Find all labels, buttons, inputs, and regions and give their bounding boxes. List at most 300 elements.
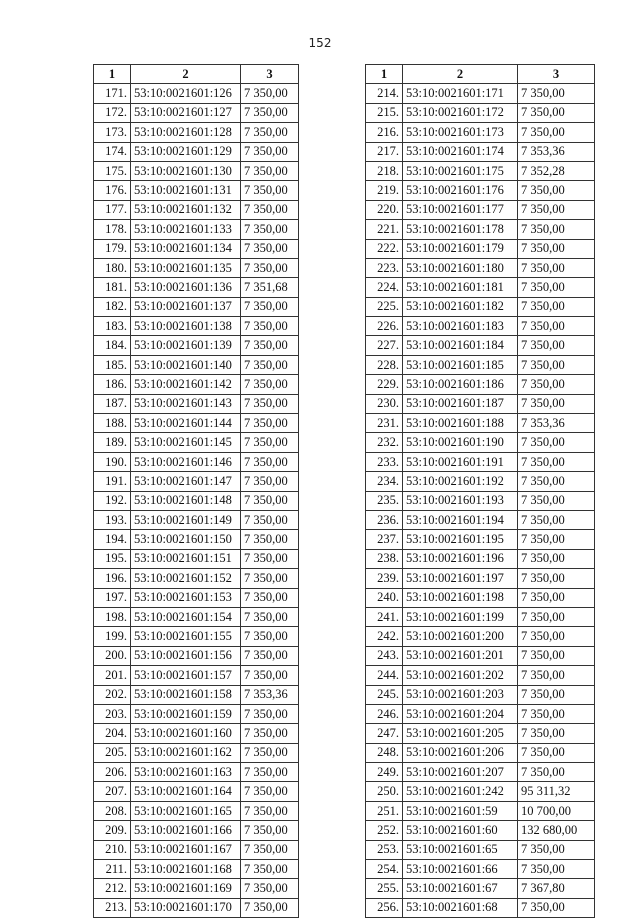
column-header-value: 3 xyxy=(518,65,595,84)
row-number-cell: 209. xyxy=(94,821,131,840)
table-row xyxy=(94,278,299,297)
row-number-cell: 224. xyxy=(366,278,403,297)
value-cell: 7 350,00 xyxy=(241,743,299,762)
cadastral-number-cell: 53:10:0021601:144 xyxy=(131,414,241,433)
table-row xyxy=(94,472,299,491)
value-cell: 7 350,00 xyxy=(518,530,595,549)
column-header-number: 1 xyxy=(94,65,131,84)
row-number-cell: 251. xyxy=(366,801,403,820)
cadastral-number-cell: 53:10:0021601:201 xyxy=(403,646,518,665)
cadastral-number-cell: 53:10:0021601:178 xyxy=(403,220,518,239)
table-row xyxy=(94,297,299,316)
table-header-row xyxy=(94,65,299,84)
cadastral-number-cell: 53:10:0021601:156 xyxy=(131,646,241,665)
cadastral-number-cell: 53:10:0021601:171 xyxy=(403,84,518,103)
table-row xyxy=(366,375,595,394)
cadastral-number-cell: 53:10:0021601:145 xyxy=(131,433,241,452)
cadastral-number-cell: 53:10:0021601:147 xyxy=(131,472,241,491)
value-cell: 7 350,00 xyxy=(518,84,595,103)
row-number-cell: 227. xyxy=(366,336,403,355)
cadastral-number-cell: 53:10:0021601:134 xyxy=(131,239,241,258)
value-cell: 7 350,00 xyxy=(518,200,595,219)
row-number-cell: 173. xyxy=(94,123,131,142)
value-cell: 7 350,00 xyxy=(241,627,299,646)
table-row xyxy=(94,743,299,762)
row-number-cell: 216. xyxy=(366,123,403,142)
cadastral-number-cell: 53:10:0021601:182 xyxy=(403,297,518,316)
value-cell: 7 350,00 xyxy=(241,821,299,840)
cadastral-number-cell: 53:10:0021601:190 xyxy=(403,433,518,452)
row-number-cell: 254. xyxy=(366,860,403,879)
table-row xyxy=(94,375,299,394)
value-cell: 7 350,00 xyxy=(518,840,595,859)
column-header-cadastral: 2 xyxy=(403,65,518,84)
value-cell: 7 350,00 xyxy=(241,161,299,180)
row-number-cell: 190. xyxy=(94,452,131,471)
row-number-cell: 234. xyxy=(366,472,403,491)
value-cell: 7 350,00 xyxy=(241,569,299,588)
value-cell: 7 350,00 xyxy=(518,220,595,239)
row-number-cell: 191. xyxy=(94,472,131,491)
cadastral-number-cell: 53:10:0021601:150 xyxy=(131,530,241,549)
table-row xyxy=(366,782,595,801)
value-cell: 7 350,00 xyxy=(241,646,299,665)
cadastral-number-cell: 53:10:0021601:185 xyxy=(403,355,518,374)
row-number-cell: 187. xyxy=(94,394,131,413)
table-row xyxy=(366,297,595,316)
row-number-cell: 219. xyxy=(366,181,403,200)
cadastral-number-cell: 53:10:0021601:175 xyxy=(403,161,518,180)
table-row xyxy=(366,801,595,820)
value-cell: 7 350,00 xyxy=(241,491,299,510)
row-number-cell: 240. xyxy=(366,588,403,607)
value-cell: 7 350,00 xyxy=(241,123,299,142)
value-cell: 7 353,36 xyxy=(518,142,595,161)
row-number-cell: 238. xyxy=(366,549,403,568)
table-row xyxy=(366,549,595,568)
value-cell: 7 350,00 xyxy=(241,782,299,801)
value-cell: 7 350,00 xyxy=(518,181,595,200)
row-number-cell: 242. xyxy=(366,627,403,646)
table-row xyxy=(94,433,299,452)
left-table-body xyxy=(94,84,299,918)
table-row xyxy=(366,200,595,219)
value-cell: 132 680,00 xyxy=(518,821,595,840)
row-number-cell: 255. xyxy=(366,879,403,898)
table-row xyxy=(94,530,299,549)
row-number-cell: 186. xyxy=(94,375,131,394)
cadastral-number-cell: 53:10:0021601:126 xyxy=(131,84,241,103)
row-number-cell: 212. xyxy=(94,879,131,898)
row-number-cell: 204. xyxy=(94,724,131,743)
table-row xyxy=(94,588,299,607)
cadastral-number-cell: 53:10:0021601:205 xyxy=(403,724,518,743)
cadastral-number-cell: 53:10:0021601:164 xyxy=(131,782,241,801)
value-cell: 7 350,00 xyxy=(518,336,595,355)
row-number-cell: 250. xyxy=(366,782,403,801)
cadastral-number-cell: 53:10:0021601:172 xyxy=(403,103,518,122)
cadastral-number-cell: 53:10:0021601:136 xyxy=(131,278,241,297)
row-number-cell: 235. xyxy=(366,491,403,510)
cadastral-number-cell: 53:10:0021601:148 xyxy=(131,491,241,510)
row-number-cell: 198. xyxy=(94,607,131,626)
table-row xyxy=(366,181,595,200)
cadastral-number-cell: 53:10:0021601:202 xyxy=(403,666,518,685)
cadastral-number-cell: 53:10:0021601:131 xyxy=(131,181,241,200)
cadastral-number-cell: 53:10:0021601:59 xyxy=(403,801,518,820)
cadastral-number-cell: 53:10:0021601:159 xyxy=(131,704,241,723)
table-row xyxy=(94,763,299,782)
cadastral-number-cell: 53:10:0021601:177 xyxy=(403,200,518,219)
row-number-cell: 217. xyxy=(366,142,403,161)
value-cell: 7 350,00 xyxy=(241,297,299,316)
row-number-cell: 245. xyxy=(366,685,403,704)
row-number-cell: 182. xyxy=(94,297,131,316)
row-number-cell: 236. xyxy=(366,510,403,529)
table-row xyxy=(366,258,595,277)
row-number-cell: 178. xyxy=(94,220,131,239)
value-cell: 7 350,00 xyxy=(518,743,595,762)
table-row xyxy=(366,414,595,433)
row-number-cell: 214. xyxy=(366,84,403,103)
row-number-cell: 196. xyxy=(94,569,131,588)
row-number-cell: 231. xyxy=(366,414,403,433)
row-number-cell: 220. xyxy=(366,200,403,219)
value-cell: 7 350,00 xyxy=(518,763,595,782)
row-number-cell: 199. xyxy=(94,627,131,646)
value-cell: 7 350,00 xyxy=(518,607,595,626)
table-row xyxy=(94,724,299,743)
value-cell: 7 350,00 xyxy=(518,588,595,607)
table-row xyxy=(366,278,595,297)
cadastral-number-cell: 53:10:0021601:186 xyxy=(403,375,518,394)
table-row xyxy=(366,588,595,607)
value-cell: 7 350,00 xyxy=(241,530,299,549)
row-number-cell: 233. xyxy=(366,452,403,471)
cadastral-number-cell: 53:10:0021601:67 xyxy=(403,879,518,898)
row-number-cell: 188. xyxy=(94,414,131,433)
table-row xyxy=(366,239,595,258)
row-number-cell: 177. xyxy=(94,200,131,219)
cadastral-number-cell: 53:10:0021601:192 xyxy=(403,472,518,491)
table-row xyxy=(94,84,299,103)
row-number-cell: 246. xyxy=(366,704,403,723)
table-row xyxy=(94,491,299,510)
row-number-cell: 192. xyxy=(94,491,131,510)
value-cell: 7 350,00 xyxy=(241,84,299,103)
row-number-cell: 253. xyxy=(366,840,403,859)
value-cell: 7 350,00 xyxy=(518,646,595,665)
value-cell: 7 350,00 xyxy=(241,394,299,413)
table-row xyxy=(366,452,595,471)
row-number-cell: 179. xyxy=(94,239,131,258)
cadastral-number-cell: 53:10:0021601:195 xyxy=(403,530,518,549)
row-number-cell: 243. xyxy=(366,646,403,665)
table-row xyxy=(94,704,299,723)
value-cell: 7 350,00 xyxy=(518,297,595,316)
page-number: 152 xyxy=(308,36,332,50)
table-row xyxy=(366,569,595,588)
cadastral-number-cell: 53:10:0021601:166 xyxy=(131,821,241,840)
row-number-cell: 256. xyxy=(366,898,403,917)
column-header-number: 1 xyxy=(366,65,403,84)
cadastral-number-cell: 53:10:0021601:180 xyxy=(403,258,518,277)
cadastral-number-cell: 53:10:0021601:151 xyxy=(131,549,241,568)
cadastral-number-cell: 53:10:0021601:68 xyxy=(403,898,518,917)
cadastral-number-cell: 53:10:0021601:168 xyxy=(131,860,241,879)
table-header-row xyxy=(366,65,595,84)
value-cell: 7 350,00 xyxy=(518,394,595,413)
row-number-cell: 183. xyxy=(94,317,131,336)
value-cell: 7 350,00 xyxy=(241,549,299,568)
table-row xyxy=(366,317,595,336)
row-number-cell: 244. xyxy=(366,666,403,685)
value-cell: 7 350,00 xyxy=(518,549,595,568)
value-cell: 7 350,00 xyxy=(518,258,595,277)
cadastral-number-cell: 53:10:0021601:176 xyxy=(403,181,518,200)
cadastral-number-cell: 53:10:0021601:153 xyxy=(131,588,241,607)
cadastral-number-cell: 53:10:0021601:132 xyxy=(131,200,241,219)
cadastral-number-cell: 53:10:0021601:155 xyxy=(131,627,241,646)
table-row xyxy=(366,394,595,413)
value-cell: 7 367,80 xyxy=(518,879,595,898)
table-row xyxy=(366,103,595,122)
row-number-cell: 185. xyxy=(94,355,131,374)
value-cell: 7 350,00 xyxy=(241,879,299,898)
row-number-cell: 221. xyxy=(366,220,403,239)
value-cell: 7 350,00 xyxy=(241,142,299,161)
table-row xyxy=(94,123,299,142)
cadastral-number-cell: 53:10:0021601:65 xyxy=(403,840,518,859)
table-row xyxy=(94,666,299,685)
cadastral-number-cell: 53:10:0021601:146 xyxy=(131,452,241,471)
row-number-cell: 232. xyxy=(366,433,403,452)
row-number-cell: 239. xyxy=(366,569,403,588)
value-cell: 7 350,00 xyxy=(518,123,595,142)
table-row xyxy=(366,142,595,161)
value-cell: 7 350,00 xyxy=(241,452,299,471)
cadastral-number-cell: 53:10:0021601:170 xyxy=(131,898,241,917)
table-row xyxy=(366,821,595,840)
row-number-cell: 189. xyxy=(94,433,131,452)
row-number-cell: 172. xyxy=(94,103,131,122)
value-cell: 7 350,00 xyxy=(518,685,595,704)
table-row xyxy=(94,627,299,646)
cadastral-number-cell: 53:10:0021601:142 xyxy=(131,375,241,394)
row-number-cell: 208. xyxy=(94,801,131,820)
row-number-cell: 226. xyxy=(366,317,403,336)
table-row xyxy=(94,821,299,840)
value-cell: 7 350,00 xyxy=(241,258,299,277)
table-row xyxy=(94,200,299,219)
table-row xyxy=(366,433,595,452)
row-number-cell: 205. xyxy=(94,743,131,762)
value-cell: 7 350,00 xyxy=(241,666,299,685)
cadastral-number-cell: 53:10:0021601:204 xyxy=(403,704,518,723)
cadastral-number-cell: 53:10:0021601:179 xyxy=(403,239,518,258)
cadastral-number-cell: 53:10:0021601:193 xyxy=(403,491,518,510)
value-cell: 7 353,36 xyxy=(241,685,299,704)
value-cell: 7 350,00 xyxy=(241,414,299,433)
table-row xyxy=(94,355,299,374)
value-cell: 7 350,00 xyxy=(518,704,595,723)
table-row xyxy=(366,355,595,374)
table-row xyxy=(366,491,595,510)
value-cell: 7 350,00 xyxy=(518,103,595,122)
table-row xyxy=(366,530,595,549)
row-number-cell: 184. xyxy=(94,336,131,355)
value-cell: 7 350,00 xyxy=(518,491,595,510)
table-row xyxy=(94,879,299,898)
cadastral-number-cell: 53:10:0021601:128 xyxy=(131,123,241,142)
value-cell: 7 350,00 xyxy=(241,510,299,529)
value-cell: 7 350,00 xyxy=(518,375,595,394)
value-cell: 7 350,00 xyxy=(518,627,595,646)
table-row xyxy=(94,840,299,859)
table-row xyxy=(366,336,595,355)
value-cell: 7 350,00 xyxy=(241,355,299,374)
value-cell: 7 353,36 xyxy=(518,414,595,433)
row-number-cell: 203. xyxy=(94,704,131,723)
value-cell: 7 350,00 xyxy=(241,317,299,336)
cadastral-number-cell: 53:10:0021601:149 xyxy=(131,510,241,529)
value-cell: 7 350,00 xyxy=(241,433,299,452)
row-number-cell: 237. xyxy=(366,530,403,549)
value-cell: 7 350,00 xyxy=(241,801,299,820)
row-number-cell: 225. xyxy=(366,297,403,316)
table-row xyxy=(94,801,299,820)
table-row xyxy=(366,666,595,685)
cadastral-number-cell: 53:10:0021601:162 xyxy=(131,743,241,762)
table-row xyxy=(94,860,299,879)
table-row xyxy=(94,452,299,471)
cadastral-number-cell: 53:10:0021601:207 xyxy=(403,763,518,782)
row-number-cell: 215. xyxy=(366,103,403,122)
row-number-cell: 223. xyxy=(366,258,403,277)
table-row xyxy=(366,510,595,529)
cadastral-number-cell: 53:10:0021601:198 xyxy=(403,588,518,607)
cadastral-number-cell: 53:10:0021601:154 xyxy=(131,607,241,626)
row-number-cell: 193. xyxy=(94,510,131,529)
row-number-cell: 211. xyxy=(94,860,131,879)
cadastral-number-cell: 53:10:0021601:157 xyxy=(131,666,241,685)
table-row xyxy=(94,103,299,122)
cadastral-number-cell: 53:10:0021601:133 xyxy=(131,220,241,239)
cadastral-number-cell: 53:10:0021601:163 xyxy=(131,763,241,782)
value-cell: 7 350,00 xyxy=(241,840,299,859)
cadastral-number-cell: 53:10:0021601:181 xyxy=(403,278,518,297)
value-cell: 7 351,68 xyxy=(241,278,299,297)
table-row xyxy=(94,394,299,413)
value-cell: 7 350,00 xyxy=(241,607,299,626)
value-cell: 7 350,00 xyxy=(518,724,595,743)
row-number-cell: 195. xyxy=(94,549,131,568)
right-registry-table xyxy=(365,64,595,918)
cadastral-number-cell: 53:10:0021601:167 xyxy=(131,840,241,859)
cadastral-number-cell: 53:10:0021601:160 xyxy=(131,724,241,743)
value-cell: 7 350,00 xyxy=(518,472,595,491)
row-number-cell: 213. xyxy=(94,898,131,917)
value-cell: 7 350,00 xyxy=(241,724,299,743)
value-cell: 7 350,00 xyxy=(241,336,299,355)
cadastral-number-cell: 53:10:0021601:139 xyxy=(131,336,241,355)
value-cell: 7 350,00 xyxy=(241,763,299,782)
left-registry-table xyxy=(93,64,299,918)
value-cell: 7 350,00 xyxy=(518,433,595,452)
table-row xyxy=(366,704,595,723)
cadastral-number-cell: 53:10:0021601:158 xyxy=(131,685,241,704)
row-number-cell: 181. xyxy=(94,278,131,297)
cadastral-number-cell: 53:10:0021601:129 xyxy=(131,142,241,161)
table-row xyxy=(94,510,299,529)
table-row xyxy=(366,860,595,879)
table-row xyxy=(366,607,595,626)
row-number-cell: 197. xyxy=(94,588,131,607)
row-number-cell: 249. xyxy=(366,763,403,782)
cadastral-number-cell: 53:10:0021601:203 xyxy=(403,685,518,704)
row-number-cell: 228. xyxy=(366,355,403,374)
value-cell: 7 350,00 xyxy=(241,220,299,239)
cadastral-number-cell: 53:10:0021601:137 xyxy=(131,297,241,316)
cadastral-number-cell: 53:10:0021601:138 xyxy=(131,317,241,336)
row-number-cell: 229. xyxy=(366,375,403,394)
table-row xyxy=(94,220,299,239)
value-cell: 7 350,00 xyxy=(241,200,299,219)
cadastral-number-cell: 53:10:0021601:174 xyxy=(403,142,518,161)
table-row xyxy=(366,685,595,704)
cadastral-number-cell: 53:10:0021601:152 xyxy=(131,569,241,588)
value-cell: 7 350,00 xyxy=(518,278,595,297)
value-cell: 7 350,00 xyxy=(518,860,595,879)
cadastral-number-cell: 53:10:0021601:242 xyxy=(403,782,518,801)
row-number-cell: 202. xyxy=(94,685,131,704)
table-row xyxy=(94,317,299,336)
row-number-cell: 230. xyxy=(366,394,403,413)
cadastral-number-cell: 53:10:0021601:135 xyxy=(131,258,241,277)
value-cell: 7 352,28 xyxy=(518,161,595,180)
value-cell: 7 350,00 xyxy=(241,375,299,394)
table-row xyxy=(366,840,595,859)
cadastral-number-cell: 53:10:0021601:197 xyxy=(403,569,518,588)
table-row xyxy=(94,142,299,161)
cadastral-number-cell: 53:10:0021601:165 xyxy=(131,801,241,820)
row-number-cell: 222. xyxy=(366,239,403,258)
table-row xyxy=(94,414,299,433)
table-row xyxy=(366,879,595,898)
table-row xyxy=(366,84,595,103)
row-number-cell: 248. xyxy=(366,743,403,762)
value-cell: 7 350,00 xyxy=(518,569,595,588)
cadastral-number-cell: 53:10:0021601:169 xyxy=(131,879,241,898)
table-row xyxy=(94,161,299,180)
row-number-cell: 171. xyxy=(94,84,131,103)
row-number-cell: 252. xyxy=(366,821,403,840)
row-number-cell: 200. xyxy=(94,646,131,665)
cadastral-number-cell: 53:10:0021601:191 xyxy=(403,452,518,471)
value-cell: 7 350,00 xyxy=(518,452,595,471)
cadastral-number-cell: 53:10:0021601:206 xyxy=(403,743,518,762)
cadastral-number-cell: 53:10:0021601:66 xyxy=(403,860,518,879)
table-row xyxy=(94,607,299,626)
row-number-cell: 206. xyxy=(94,763,131,782)
value-cell: 7 350,00 xyxy=(241,103,299,122)
table-row xyxy=(94,685,299,704)
table-row xyxy=(366,220,595,239)
value-cell: 7 350,00 xyxy=(518,898,595,917)
table-row xyxy=(366,472,595,491)
cadastral-number-cell: 53:10:0021601:130 xyxy=(131,161,241,180)
cadastral-number-cell: 53:10:0021601:60 xyxy=(403,821,518,840)
